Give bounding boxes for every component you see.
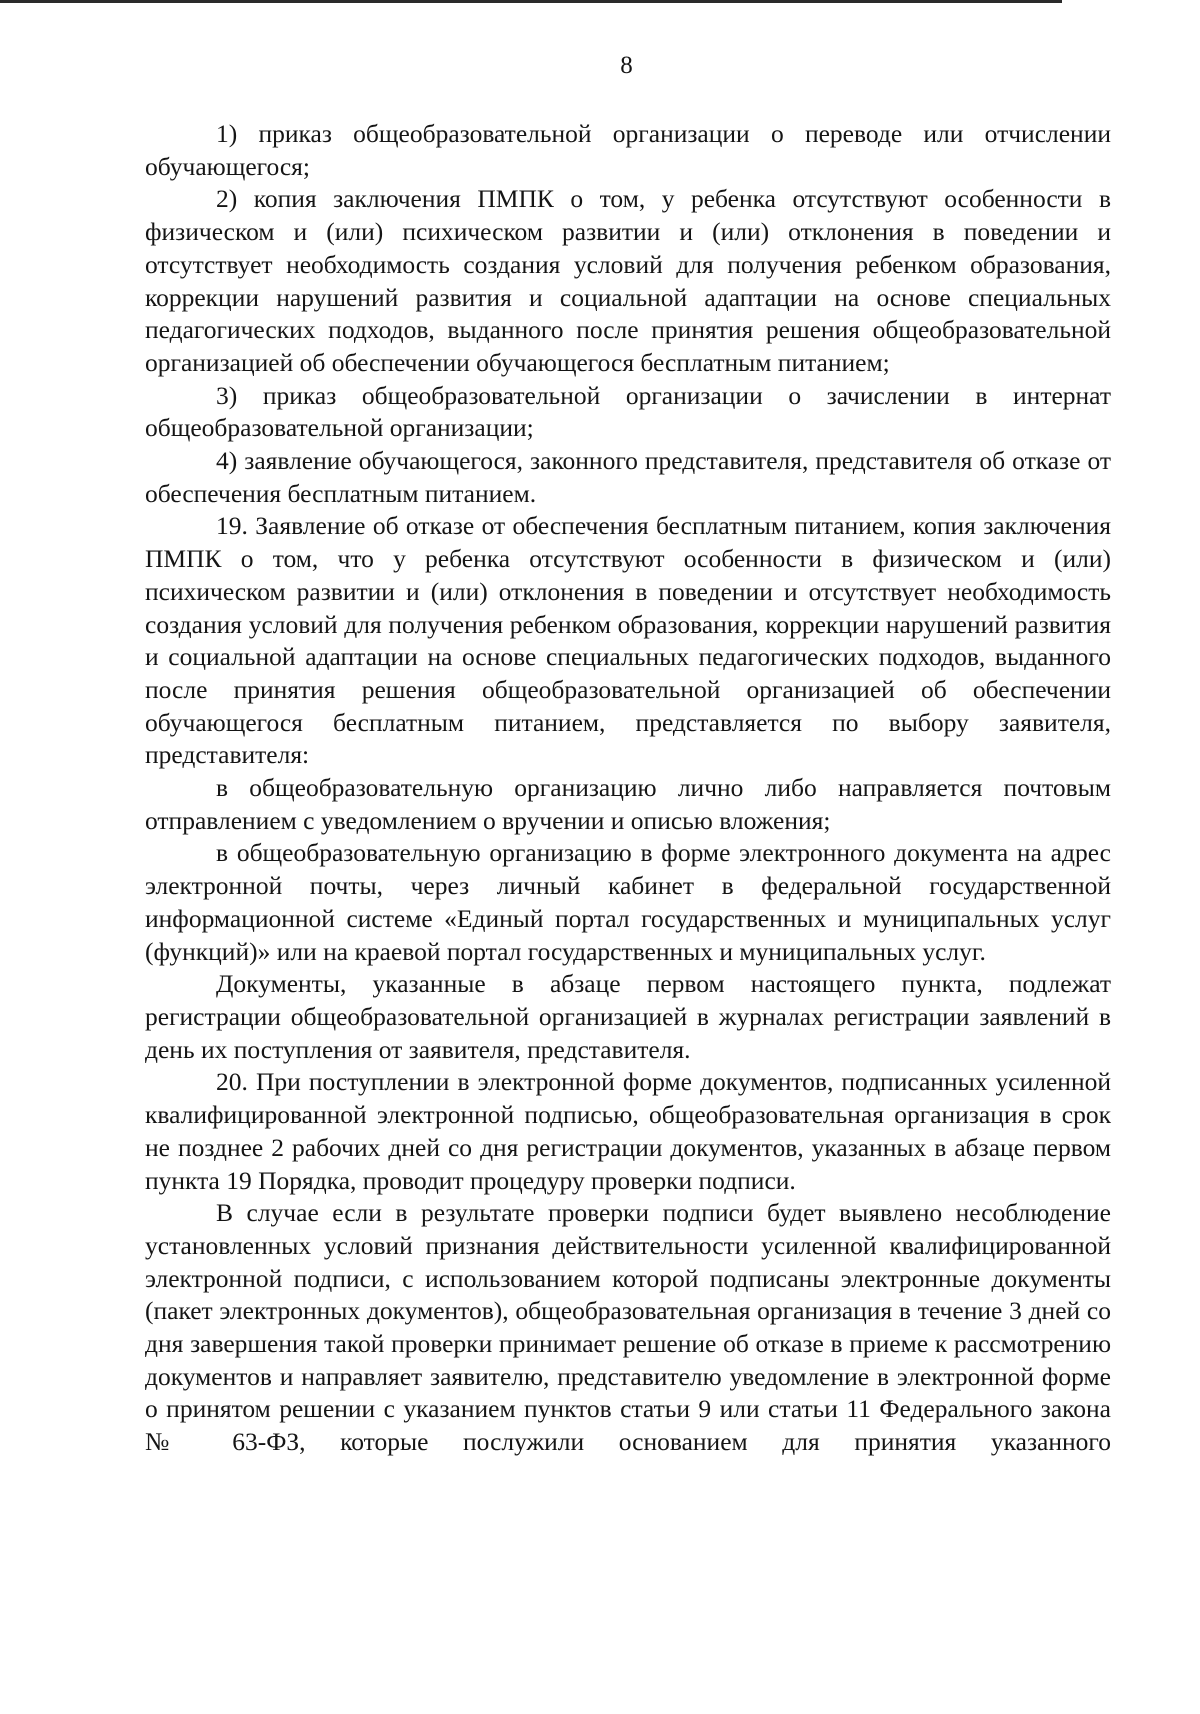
paragraph-item-1: 1) приказ общеобразовательной организации о переводе или отчислении обучающегося;	[145, 119, 1111, 181]
paragraph-item-2: 2) копия заключения ПМПК о том, у ребенка отсутствуют особенности в физическом и (или) психическом развитии и (или) отклонения в поведении и отсутствует необходимость создания условий для получения ребенком образования, коррекции нарушений развития и социальной адаптации на основе специальных педагогических подходов, выданного после принятия решения общеобразовательной организацией об обеспечении обучающегося бесплатным питанием;	[145, 184, 1111, 377]
paragraph-clause-19: 19. Заявление об отказе от обеспечения бесплатным питанием, копия заключения ПМПК о том, что у ребенка отсутствуют особенности в физическом и (или) психическом развитии и (или) отклонения в поведении и отсутствует необходимость создания условий для получения ребенком образования, коррекции нарушений развития и социальной адаптации на основе специальных педагогических подходов, выданного после принятия решения общеобразовательной организацией об обеспечении обучающегося бесплатным питанием, представляется по выбору заявителя, представителя:	[145, 511, 1111, 770]
document-body	[145, 118, 1111, 1459]
paragraph-clause-20: 20. При поступлении в электронной форме документов, подписанных усиленной квалифицированной электронной подписью, общеобразовательная организация в срок не позднее 2 рабочих дней со дня регистрации документов, указанных в абзаце первом пункта 19 Порядка, проводит процедуру проверки подписи.	[145, 1067, 1111, 1195]
paragraph-item-3: 3) приказ общеобразовательной организации о зачислении в интернат общеобразовательной организации;	[145, 380, 1111, 443]
paragraph-registration: Документы, указанные в абзаце первом настоящего пункта, подлежат регистрации общеобразовательной организацией в журналах регистрации заявлений в день их поступления от заявителя, представителя.	[145, 969, 1111, 1064]
paragraph-signature-check: В случае если в результате проверки подписи будет выявлено несоблюдение установленных условий признания действительности усиленной квалифицированной электронной подписи, с использованием которой подписаны электронные документы (пакет электронных документов), общеобразовательная организация в течение 3 дней со дня завершения такой проверки принимает решение об отказе в приеме к рассмотрению документов и направляет заявителю, представителю уведомление в электронной форме о принятом решении с указанием пунктов статьи 9 или статьи 11 Федерального закона № 63-ФЗ, которые послужили основанием для принятия указанного	[145, 1198, 1111, 1457]
scan-edge-line	[0, 0, 1062, 3]
page-number: 8	[620, 52, 633, 79]
paragraph-item-4: 4) заявление обучающегося, законного представителя, представителя об отказе от обеспечения бесплатным питанием.	[145, 446, 1111, 508]
paragraph-submission-in-person: в общеобразовательную организацию лично либо направляется почтовым отправлением с уведомлением о вручении и описью вложения;	[145, 773, 1111, 835]
paragraph-submission-electronic: в общеобразовательную организацию в форме электронного документа на адрес электронной почты, через личный кабинет в федеральной государственной информационной системе «Единый портал государственных и муниципальных услуг (функций)» или на краевой портал государственных и муниципальных услуг.	[145, 838, 1111, 966]
